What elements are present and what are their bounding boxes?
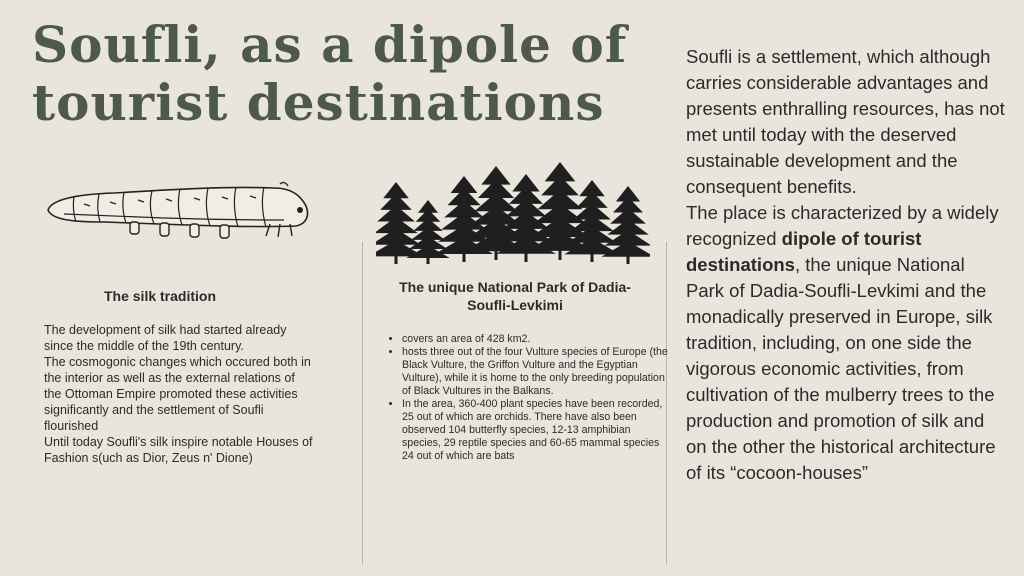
page-title: Soufli, as a dipole of tourist destinations: [32, 15, 628, 132]
list-item: • hosts three out of the four Vulture species of Europe (the Black Vulture, the Griffon Vulture and the Egyptian Vulture), while it is home to the only breeding population of Black Vultures in the Balkans.: [402, 346, 670, 398]
intro-text: [686, 44, 1006, 486]
intro-paragraph-1: Soufli is a settlement, which although carries considerable advantages and presents enthralling resources, has not met until today with the deserved sustainable development and the consequent benefits.: [686, 46, 1005, 197]
list-item: • covers an area of 428 km2.: [402, 333, 670, 346]
list-item: • In the area, 360-400 plant species have been recorded, 25 out of which are orchids. There have also been observed 104 butterfly species, 12-13 amphibian species, 29 reptile species and 60-65 mammal species 24 out of which are bats: [402, 398, 670, 463]
silkworm-illustration: [44, 180, 316, 242]
silk-line: The development of silk had started already since the middle of the 19th century.: [44, 323, 287, 353]
silk-heading: The silk tradition: [103, 288, 216, 304]
park-heading: The unique National Park of Dadia-Soufli-Levkimi: [399, 279, 631, 313]
park-facts-list: [380, 333, 670, 463]
silk-line: Until today Soufli's silk inspire notable Houses of Fashion s(uch as Dior, Zeus n' Dione): [44, 435, 313, 465]
column-divider: [362, 242, 363, 564]
intro-bold-phrase: dipole of tourist destinations: [686, 228, 922, 275]
intro-text-part: , the unique National Park of Dadia-Soufli-Levkimi and the monadically preserved in Europe, silk tradition, including, on one side the vigorous economic activities, from cultivation of the mulberry trees to the production and promotion of silk and on the other the historical architecture of its “cocoon-houses”: [686, 254, 996, 483]
intro-text-part: The place is characterized by a widely recognized: [686, 202, 999, 249]
silk-text: [44, 322, 314, 466]
silk-line: The cosmogonic changes which occured both in the interior as well as the external relations of the Ottoman Empire promoted these activities significantly and the settlement of Soufli flourished: [44, 355, 311, 433]
intro-paragraph-2: [686, 200, 1006, 486]
forest-illustration: [376, 160, 650, 264]
tree-icon: [376, 182, 424, 264]
